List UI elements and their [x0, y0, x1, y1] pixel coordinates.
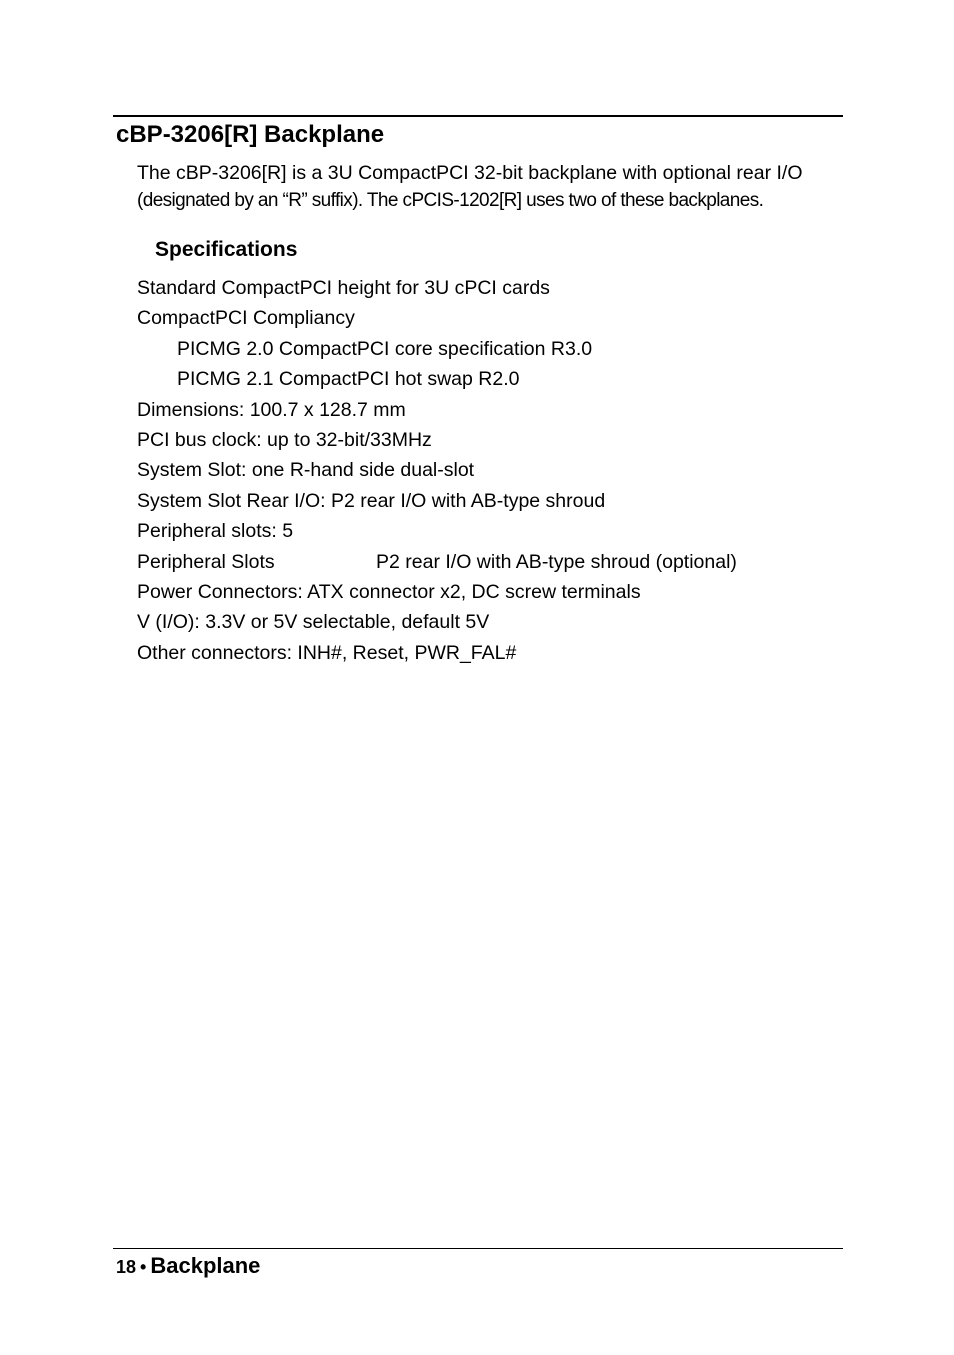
spec-item: Standard CompactPCI height for 3U cPCI cards [137, 277, 550, 299]
spec-item: PCI bus clock: up to 32-bit/33MHz [137, 428, 432, 451]
footer-title: Backplane [150, 1253, 261, 1278]
section-title: cBP-3206[R] Backplane [116, 121, 385, 148]
intro-paragraph [137, 160, 847, 214]
spec-item-peripheral-slots [137, 548, 737, 578]
spec-item: Dimensions: 100.7 x 128.7 mm [137, 398, 406, 421]
intro-line-2: (designated by an “R” suffix). The cPCIS-1202[R] uses two of these backplanes. [137, 190, 764, 211]
spec-subitem: PICMG 2.1 CompactPCI hot swap R2.0 [177, 368, 520, 391]
page-number: 18 [116, 1257, 137, 1277]
bullet-icon: • [140, 1257, 147, 1277]
spec-item: Peripheral slots: 5 [137, 520, 294, 543]
spec-item: System Slot Rear I/O: P2 rear I/O with AB-type shroud [137, 489, 606, 512]
spec-item: Other connectors: INH#, Reset, PWR_FAL# [137, 641, 517, 664]
intro-line-1: The cBP-3206[R] is a 3U CompactPCI 32-bit backplane with optional rear I/O [137, 162, 803, 184]
bottom-rule [113, 1248, 843, 1249]
spec-item: System Slot: one R-hand side dual-slot [137, 459, 475, 482]
spec-subitem: PICMG 2.0 CompactPCI core specification R3.0 [177, 337, 593, 360]
spec-item: CompactPCI Compliancy [137, 307, 355, 330]
specifications-list [137, 274, 737, 669]
spec-item: V (I/O): 3.3V or 5V selectable, default 5V [137, 611, 490, 634]
spec-value: P2 rear I/O with AB-type shroud (optional) [376, 550, 737, 573]
specifications-heading: Specifications [155, 238, 298, 261]
spec-label: Peripheral Slots [137, 550, 275, 573]
spec-item: Power Connectors: ATX connector x2, DC screw terminals [137, 580, 641, 603]
top-rule [113, 115, 843, 117]
page-footer [116, 1252, 260, 1283]
